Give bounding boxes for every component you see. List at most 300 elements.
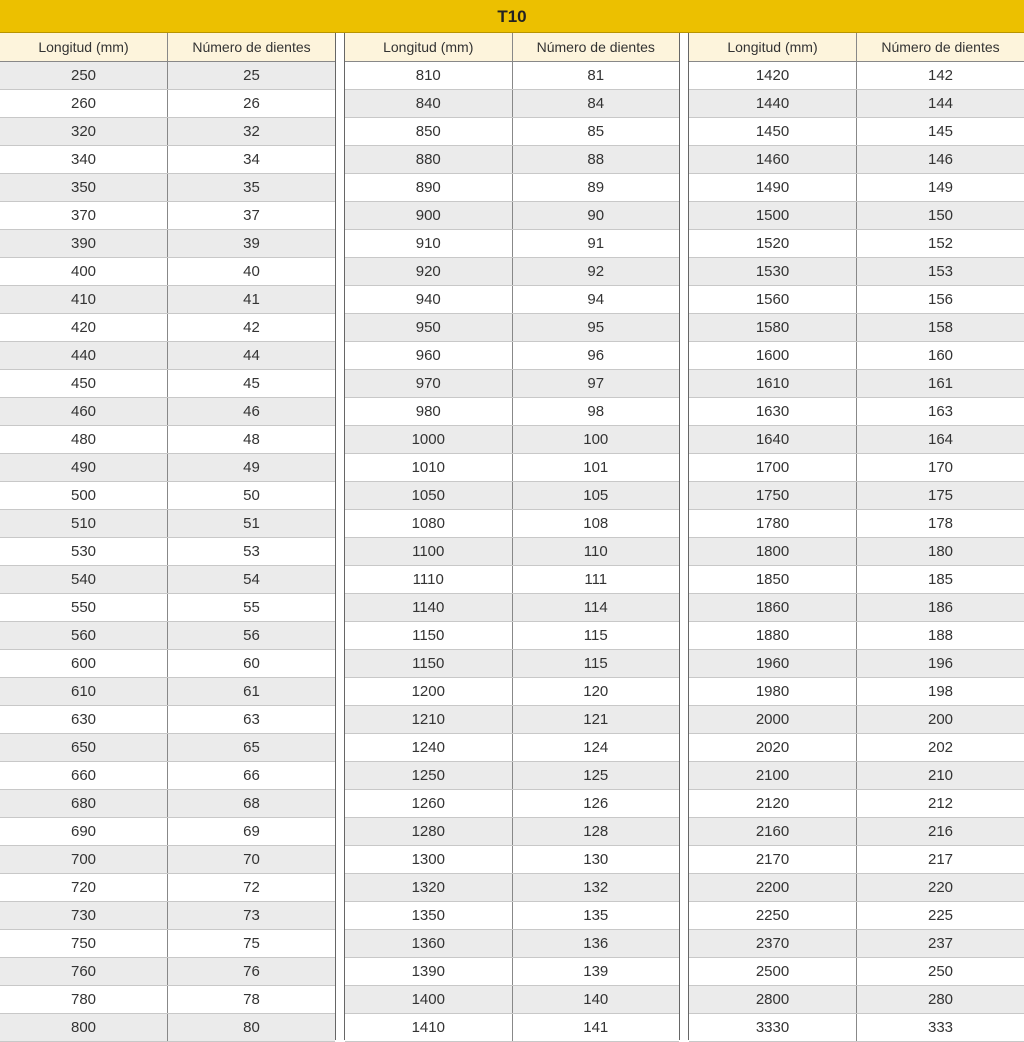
table-row xyxy=(345,874,679,902)
length-cell: 260 xyxy=(0,90,168,118)
teeth-cell: 145 xyxy=(857,118,1024,146)
table-row xyxy=(689,482,1024,510)
length-cell: 1410 xyxy=(345,1014,512,1042)
length-cell: 610 xyxy=(0,678,168,706)
table-row xyxy=(689,818,1024,846)
table-group-2 xyxy=(344,33,680,1040)
table-row xyxy=(345,734,679,762)
table-row xyxy=(0,874,335,902)
length-cell: 1200 xyxy=(345,678,512,706)
length-teeth-table-3 xyxy=(689,33,1024,1042)
table-row xyxy=(345,62,679,90)
table-row xyxy=(345,454,679,482)
teeth-cell: 89 xyxy=(512,174,679,202)
teeth-cell: 49 xyxy=(168,454,336,482)
teeth-cell: 139 xyxy=(512,958,679,986)
table-row xyxy=(345,650,679,678)
table-group-3 xyxy=(688,33,1024,1040)
table-row xyxy=(689,62,1024,90)
length-cell: 1700 xyxy=(689,454,857,482)
length-cell: 810 xyxy=(345,62,512,90)
length-cell: 700 xyxy=(0,846,168,874)
length-cell: 940 xyxy=(345,286,512,314)
table-row xyxy=(689,846,1024,874)
teeth-cell: 175 xyxy=(857,482,1024,510)
table-row xyxy=(0,902,335,930)
header-row xyxy=(689,33,1024,62)
length-cell: 480 xyxy=(0,426,168,454)
length-cell: 250 xyxy=(0,62,168,90)
table-row xyxy=(689,454,1024,482)
length-cell: 2370 xyxy=(689,930,857,958)
table-row xyxy=(0,986,335,1014)
table-row xyxy=(345,174,679,202)
length-cell: 370 xyxy=(0,202,168,230)
teeth-cell: 128 xyxy=(512,818,679,846)
table-row xyxy=(689,986,1024,1014)
length-cell: 720 xyxy=(0,874,168,902)
teeth-cell: 81 xyxy=(512,62,679,90)
length-cell: 1320 xyxy=(345,874,512,902)
teeth-cell: 61 xyxy=(168,678,336,706)
teeth-cell: 45 xyxy=(168,370,336,398)
teeth-cell: 51 xyxy=(168,510,336,538)
table-row xyxy=(689,594,1024,622)
length-cell: 440 xyxy=(0,342,168,370)
length-cell: 1560 xyxy=(689,286,857,314)
table-row xyxy=(0,230,335,258)
length-cell: 600 xyxy=(0,650,168,678)
table-row xyxy=(689,90,1024,118)
teeth-cell: 92 xyxy=(512,258,679,286)
length-cell: 1390 xyxy=(345,958,512,986)
header-row xyxy=(345,33,679,62)
table-row xyxy=(689,398,1024,426)
table-row xyxy=(345,930,679,958)
length-cell: 1360 xyxy=(345,930,512,958)
column-header-teeth: Número de dientes xyxy=(512,33,679,62)
length-cell: 1150 xyxy=(345,622,512,650)
teeth-cell: 120 xyxy=(512,678,679,706)
table-row xyxy=(689,622,1024,650)
teeth-cell: 48 xyxy=(168,426,336,454)
teeth-cell: 158 xyxy=(857,314,1024,342)
table-row xyxy=(0,174,335,202)
teeth-cell: 100 xyxy=(512,426,679,454)
length-cell: 1260 xyxy=(345,790,512,818)
teeth-cell: 178 xyxy=(857,510,1024,538)
table-row xyxy=(0,454,335,482)
length-cell: 1080 xyxy=(345,510,512,538)
table-row xyxy=(0,930,335,958)
length-cell: 1000 xyxy=(345,426,512,454)
teeth-cell: 76 xyxy=(168,958,336,986)
teeth-cell: 170 xyxy=(857,454,1024,482)
teeth-cell: 142 xyxy=(857,62,1024,90)
teeth-cell: 75 xyxy=(168,930,336,958)
length-cell: 1800 xyxy=(689,538,857,566)
table-row xyxy=(0,62,335,90)
teeth-cell: 110 xyxy=(512,538,679,566)
length-cell: 1500 xyxy=(689,202,857,230)
length-cell: 1140 xyxy=(345,594,512,622)
length-cell: 1300 xyxy=(345,846,512,874)
teeth-cell: 97 xyxy=(512,370,679,398)
length-cell: 1980 xyxy=(689,678,857,706)
teeth-cell: 111 xyxy=(512,566,679,594)
table-row xyxy=(345,706,679,734)
teeth-cell: 153 xyxy=(857,258,1024,286)
teeth-cell: 94 xyxy=(512,286,679,314)
teeth-cell: 124 xyxy=(512,734,679,762)
table-row xyxy=(689,902,1024,930)
teeth-cell: 63 xyxy=(168,706,336,734)
table-row xyxy=(345,230,679,258)
length-cell: 650 xyxy=(0,734,168,762)
table-row xyxy=(0,90,335,118)
teeth-cell: 161 xyxy=(857,370,1024,398)
table-row xyxy=(345,258,679,286)
table-row xyxy=(345,622,679,650)
length-cell: 1750 xyxy=(689,482,857,510)
teeth-cell: 156 xyxy=(857,286,1024,314)
table-row xyxy=(345,678,679,706)
table-row xyxy=(345,118,679,146)
length-cell: 2250 xyxy=(689,902,857,930)
length-cell: 1400 xyxy=(345,986,512,1014)
teeth-cell: 39 xyxy=(168,230,336,258)
length-cell: 420 xyxy=(0,314,168,342)
length-cell: 1210 xyxy=(345,706,512,734)
length-cell: 690 xyxy=(0,818,168,846)
teeth-cell: 84 xyxy=(512,90,679,118)
table-row xyxy=(345,202,679,230)
length-cell: 840 xyxy=(345,90,512,118)
length-cell: 1350 xyxy=(345,902,512,930)
column-header-length: Longitud (mm) xyxy=(345,33,512,62)
length-cell: 660 xyxy=(0,762,168,790)
teeth-cell: 46 xyxy=(168,398,336,426)
table-row xyxy=(0,342,335,370)
teeth-cell: 150 xyxy=(857,202,1024,230)
length-cell: 1520 xyxy=(689,230,857,258)
table-row xyxy=(689,174,1024,202)
length-cell: 1110 xyxy=(345,566,512,594)
teeth-cell: 141 xyxy=(512,1014,679,1042)
table-row xyxy=(345,482,679,510)
table-row xyxy=(0,790,335,818)
table-row xyxy=(345,986,679,1014)
length-cell: 2170 xyxy=(689,846,857,874)
table-row xyxy=(345,818,679,846)
length-cell: 2500 xyxy=(689,958,857,986)
teeth-cell: 66 xyxy=(168,762,336,790)
table-row xyxy=(0,650,335,678)
table-row xyxy=(689,874,1024,902)
table-title: T10 xyxy=(0,0,1024,33)
teeth-cell: 78 xyxy=(168,986,336,1014)
table-row xyxy=(689,510,1024,538)
length-cell: 1240 xyxy=(345,734,512,762)
table-row xyxy=(345,902,679,930)
teeth-cell: 98 xyxy=(512,398,679,426)
length-cell: 1440 xyxy=(689,90,857,118)
length-cell: 1610 xyxy=(689,370,857,398)
length-cell: 350 xyxy=(0,174,168,202)
teeth-cell: 333 xyxy=(857,1014,1024,1042)
length-cell: 1600 xyxy=(689,342,857,370)
teeth-cell: 140 xyxy=(512,986,679,1014)
table-row xyxy=(0,118,335,146)
table-row xyxy=(345,762,679,790)
length-cell: 630 xyxy=(0,706,168,734)
table-row xyxy=(689,566,1024,594)
length-cell: 500 xyxy=(0,482,168,510)
teeth-cell: 108 xyxy=(512,510,679,538)
teeth-cell: 149 xyxy=(857,174,1024,202)
length-teeth-table-1 xyxy=(0,33,335,1042)
teeth-cell: 101 xyxy=(512,454,679,482)
table-row xyxy=(0,398,335,426)
table-row xyxy=(345,846,679,874)
length-cell: 410 xyxy=(0,286,168,314)
table-row xyxy=(0,202,335,230)
teeth-cell: 160 xyxy=(857,342,1024,370)
table-row xyxy=(345,958,679,986)
teeth-cell: 180 xyxy=(857,538,1024,566)
length-cell: 2800 xyxy=(689,986,857,1014)
teeth-cell: 42 xyxy=(168,314,336,342)
teeth-cell: 163 xyxy=(857,398,1024,426)
table-row xyxy=(689,258,1024,286)
length-cell: 460 xyxy=(0,398,168,426)
teeth-cell: 80 xyxy=(168,1014,336,1042)
length-cell: 530 xyxy=(0,538,168,566)
table-row xyxy=(0,426,335,454)
table-row xyxy=(689,930,1024,958)
table-group-1 xyxy=(0,33,336,1040)
teeth-cell: 250 xyxy=(857,958,1024,986)
length-cell: 1250 xyxy=(345,762,512,790)
table-row xyxy=(0,762,335,790)
length-cell: 920 xyxy=(345,258,512,286)
teeth-cell: 188 xyxy=(857,622,1024,650)
length-cell: 680 xyxy=(0,790,168,818)
table-row xyxy=(0,622,335,650)
table-row xyxy=(689,202,1024,230)
teeth-cell: 237 xyxy=(857,930,1024,958)
table-row xyxy=(0,818,335,846)
length-cell: 980 xyxy=(345,398,512,426)
length-cell: 900 xyxy=(345,202,512,230)
length-cell: 1010 xyxy=(345,454,512,482)
table-row xyxy=(345,566,679,594)
teeth-cell: 25 xyxy=(168,62,336,90)
table-row xyxy=(689,342,1024,370)
table-row xyxy=(345,314,679,342)
teeth-cell: 95 xyxy=(512,314,679,342)
teeth-cell: 65 xyxy=(168,734,336,762)
teeth-cell: 125 xyxy=(512,762,679,790)
table-row xyxy=(689,314,1024,342)
table-row xyxy=(689,286,1024,314)
length-cell: 400 xyxy=(0,258,168,286)
length-cell: 2020 xyxy=(689,734,857,762)
table-row xyxy=(345,790,679,818)
teeth-cell: 91 xyxy=(512,230,679,258)
length-cell: 1280 xyxy=(345,818,512,846)
length-cell: 2200 xyxy=(689,874,857,902)
table-row xyxy=(689,230,1024,258)
teeth-cell: 196 xyxy=(857,650,1024,678)
length-cell: 950 xyxy=(345,314,512,342)
table-row xyxy=(0,286,335,314)
length-cell: 850 xyxy=(345,118,512,146)
teeth-cell: 50 xyxy=(168,482,336,510)
teeth-cell: 54 xyxy=(168,566,336,594)
teeth-cell: 216 xyxy=(857,818,1024,846)
length-cell: 750 xyxy=(0,930,168,958)
length-cell: 2100 xyxy=(689,762,857,790)
length-cell: 800 xyxy=(0,1014,168,1042)
length-cell: 1860 xyxy=(689,594,857,622)
length-cell: 1630 xyxy=(689,398,857,426)
teeth-cell: 56 xyxy=(168,622,336,650)
teeth-cell: 105 xyxy=(512,482,679,510)
table-row xyxy=(0,678,335,706)
teeth-cell: 90 xyxy=(512,202,679,230)
table-row xyxy=(345,538,679,566)
table-row xyxy=(345,286,679,314)
length-cell: 910 xyxy=(345,230,512,258)
teeth-cell: 73 xyxy=(168,902,336,930)
length-cell: 560 xyxy=(0,622,168,650)
table-row xyxy=(689,678,1024,706)
length-cell: 730 xyxy=(0,902,168,930)
table-row xyxy=(345,146,679,174)
column-header-length: Longitud (mm) xyxy=(0,33,168,62)
length-cell: 760 xyxy=(0,958,168,986)
table-row xyxy=(0,706,335,734)
table-row xyxy=(689,958,1024,986)
length-cell: 320 xyxy=(0,118,168,146)
table-row xyxy=(689,426,1024,454)
table-row xyxy=(0,538,335,566)
teeth-cell: 186 xyxy=(857,594,1024,622)
length-cell: 2120 xyxy=(689,790,857,818)
length-cell: 1780 xyxy=(689,510,857,538)
table-row xyxy=(689,762,1024,790)
header-row xyxy=(0,33,335,62)
teeth-cell: 144 xyxy=(857,90,1024,118)
teeth-cell: 41 xyxy=(168,286,336,314)
table-row xyxy=(0,566,335,594)
teeth-cell: 53 xyxy=(168,538,336,566)
teeth-cell: 135 xyxy=(512,902,679,930)
length-cell: 1490 xyxy=(689,174,857,202)
table-row xyxy=(345,426,679,454)
column-header-length: Longitud (mm) xyxy=(689,33,857,62)
teeth-cell: 164 xyxy=(857,426,1024,454)
table-row xyxy=(689,118,1024,146)
table-row xyxy=(0,482,335,510)
table-row xyxy=(689,1014,1024,1042)
table-row xyxy=(0,314,335,342)
teeth-cell: 34 xyxy=(168,146,336,174)
length-cell: 1530 xyxy=(689,258,857,286)
teeth-cell: 35 xyxy=(168,174,336,202)
table-row xyxy=(345,342,679,370)
length-cell: 960 xyxy=(345,342,512,370)
length-cell: 1640 xyxy=(689,426,857,454)
table-row xyxy=(0,846,335,874)
length-cell: 890 xyxy=(345,174,512,202)
column-header-teeth: Número de dientes xyxy=(168,33,336,62)
length-cell: 1880 xyxy=(689,622,857,650)
teeth-cell: 225 xyxy=(857,902,1024,930)
table-row xyxy=(345,90,679,118)
teeth-cell: 152 xyxy=(857,230,1024,258)
length-cell: 450 xyxy=(0,370,168,398)
teeth-cell: 96 xyxy=(512,342,679,370)
table-row xyxy=(689,538,1024,566)
length-cell: 970 xyxy=(345,370,512,398)
teeth-cell: 44 xyxy=(168,342,336,370)
table-row xyxy=(689,146,1024,174)
teeth-cell: 130 xyxy=(512,846,679,874)
teeth-cell: 132 xyxy=(512,874,679,902)
length-teeth-table-2 xyxy=(345,33,679,1042)
table-row xyxy=(0,1014,335,1042)
column-header-teeth: Número de dientes xyxy=(857,33,1024,62)
table-row xyxy=(689,706,1024,734)
table-row xyxy=(345,370,679,398)
table-row xyxy=(689,734,1024,762)
table-row xyxy=(0,370,335,398)
teeth-cell: 85 xyxy=(512,118,679,146)
teeth-cell: 280 xyxy=(857,986,1024,1014)
table-row xyxy=(0,510,335,538)
teeth-cell: 55 xyxy=(168,594,336,622)
teeth-cell: 200 xyxy=(857,706,1024,734)
table-row xyxy=(0,258,335,286)
teeth-cell: 185 xyxy=(857,566,1024,594)
teeth-cell: 88 xyxy=(512,146,679,174)
teeth-cell: 115 xyxy=(512,622,679,650)
teeth-cell: 217 xyxy=(857,846,1024,874)
length-cell: 1580 xyxy=(689,314,857,342)
teeth-cell: 220 xyxy=(857,874,1024,902)
length-cell: 340 xyxy=(0,146,168,174)
teeth-cell: 72 xyxy=(168,874,336,902)
teeth-cell: 114 xyxy=(512,594,679,622)
teeth-cell: 37 xyxy=(168,202,336,230)
teeth-cell: 126 xyxy=(512,790,679,818)
length-cell: 1850 xyxy=(689,566,857,594)
length-cell: 1050 xyxy=(345,482,512,510)
length-cell: 880 xyxy=(345,146,512,174)
table-row xyxy=(689,370,1024,398)
length-cell: 390 xyxy=(0,230,168,258)
length-cell: 510 xyxy=(0,510,168,538)
teeth-cell: 70 xyxy=(168,846,336,874)
teeth-cell: 115 xyxy=(512,650,679,678)
teeth-cell: 26 xyxy=(168,90,336,118)
teeth-cell: 212 xyxy=(857,790,1024,818)
length-cell: 2000 xyxy=(689,706,857,734)
teeth-cell: 146 xyxy=(857,146,1024,174)
table-row xyxy=(345,510,679,538)
